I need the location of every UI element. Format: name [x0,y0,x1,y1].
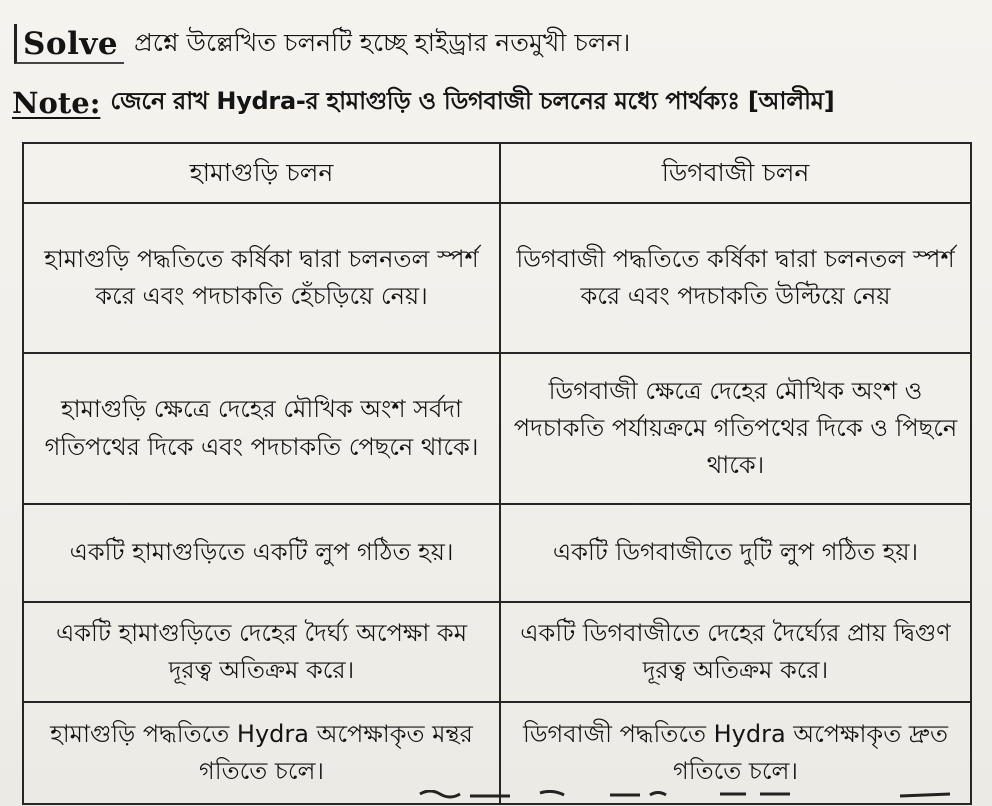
solve-label: Solve [14,24,124,64]
header-somersault: ডিগবাজী চলন [500,143,971,203]
table-row [23,702,971,804]
cut-off-text-fragments [0,790,992,806]
header-crawling: হামাগুড়ি চলন [23,143,500,203]
note-line [12,78,834,128]
note-text: জেনে রাখ Hydra-র হামাগুড়ি ও ডিগবাজী চলনের মধ্যে পার্থক্যঃ [আলীম] [110,87,835,115]
cell-crawling: একটি হামাগুড়িতে দেহের দৈর্ঘ্য অপেক্ষা কম দূরত্ব অতিক্রম করে। [23,602,500,702]
solve-line [14,18,630,70]
cell-somersault: ডিগবাজী পদ্ধতিতে কর্ষিকা দ্বারা চলনতল স্পর্শ করে এবং পদচাকতি উল্টিয়ে নেয় [500,203,971,353]
cut-off-next-line [0,790,992,806]
table-row [23,504,971,602]
table-row [23,602,971,702]
cell-crawling: একটি হামাগুড়িতে একটি লুপ গঠিত হয়। [23,504,500,602]
cell-somersault: একটি ডিগবাজীতে দেহের দৈর্ঘ্যের প্রায় দ্বিগুণ দূরত্ব অতিক্রম করে। [500,602,971,702]
comparison-table-container [22,142,970,785]
cell-crawling: হামাগুড়ি ক্ষেত্রে দেহের মৌখিক অংশ সর্বদা গতিপথের দিকে এবং পদচাকতি পেছনে থাকে। [23,353,500,504]
cell-somersault: একটি ডিগবাজীতে দুটি লুপ গঠিত হয়। [500,504,971,602]
comparison-table [22,142,972,805]
note-label: Note: [12,86,101,120]
table-row [23,203,971,353]
cell-somersault: ডিগবাজী পদ্ধতিতে Hydra অপেক্ষাকৃত দ্রুত গতিতে চলে। [500,702,971,804]
cell-crawling: হামাগুড়ি পদ্ধতিতে Hydra অপেক্ষাকৃত মন্থর গতিতে চলে। [23,702,500,804]
table-header-row [23,143,971,203]
solve-text: প্রশ্নে উল্লেখিত চলনটি হচ্ছে হাইড্রার নতমুখী চলন। [134,27,631,57]
cell-crawling: হামাগুড়ি পদ্ধতিতে কর্ষিকা দ্বারা চলনতল স্পর্শ করে এবং পদচাকতি হেঁচড়িয়ে নেয়। [23,203,500,353]
cell-somersault: ডিগবাজী ক্ষেত্রে দেহের মৌখিক অংশ ও পদচাকতি পর্যায়ক্রমে গতিপথের দিকে ও পিছনে থাকে। [500,353,971,504]
table-row [23,353,971,504]
